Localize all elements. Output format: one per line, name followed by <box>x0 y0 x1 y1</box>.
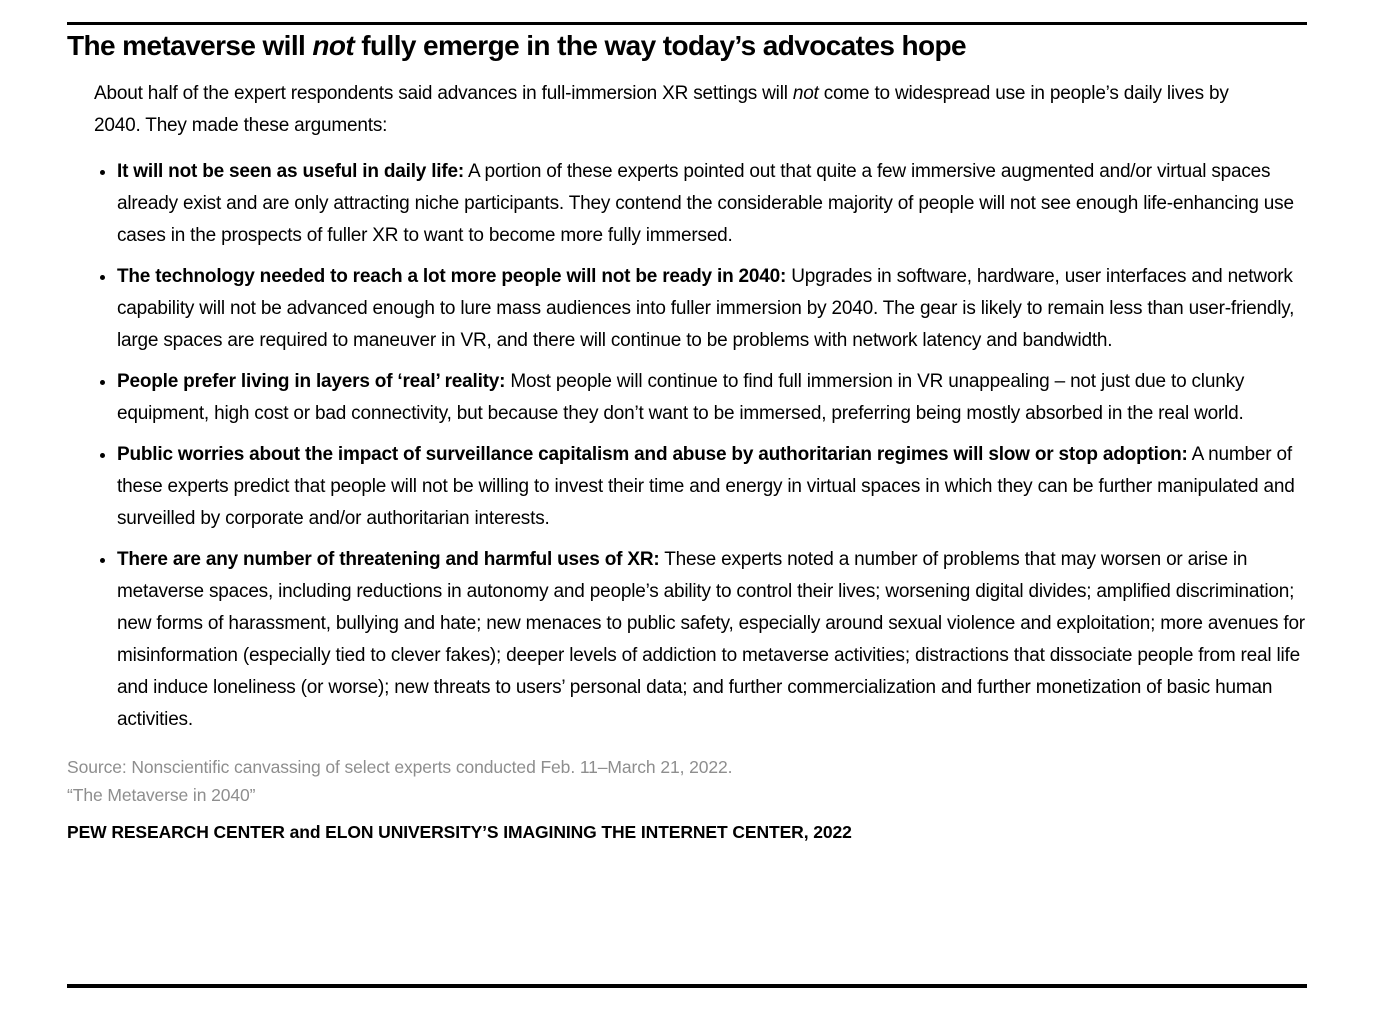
source-line-2: “The Metaverse in 2040” <box>67 785 256 805</box>
bullet-lead: The technology needed to reach a lot more people will not be ready in 2040: <box>117 266 787 287</box>
bullet-body: A number of these experts predict that people will not be willing to invest their time and energy in virtual spaces in which they can be further manipulated and surveilled by corporate and/or authoritarian interests. <box>117 444 1295 529</box>
list-item-harmful-uses <box>117 544 1307 736</box>
argument-list <box>67 156 1307 736</box>
attribution: PEW RESEARCH CENTER and ELON UNIVERSITY’S IMAGINING THE INTERNET CENTER, 2022 <box>67 822 852 842</box>
bullet-body: These experts noted a number of problems that may worsen or arise in metaverse spaces, including reductions in autonomy and people’s ability to control their lives; worsening digital divides; amplified discrimination; new forms of harassment, bullying and hate; new menaces to public safety, especially around sexual violence and exploitation; more avenues for misinformation (especially tied to clever fakes); deeper levels of addiction to metaverse activities; distractions that dissociate people from real life and induce loneliness (or worse); new threats to users’ personal data; and further commercialization and further monetization of basic human activities. <box>117 549 1305 730</box>
bullet-body: Most people will continue to find full immersion in VR unappealing – not just due to clunky equipment, high cost or bad connectivity, but because they don’t want to be immersed, preferring being mostly absorbed in the real world. <box>117 371 1245 424</box>
section-title <box>67 29 1307 63</box>
bullet-lead: It will not be seen as useful in daily life: <box>117 161 464 182</box>
bullet-body: Upgrades in software, hardware, user interfaces and network capability will not be advanced enough to lure mass audiences into fuller immersion by 2040. The gear is likely to remain less than user-friendly, large spaces are required to maneuver in VR, and there will continue to be problems with network latency and bandwidth. <box>117 266 1295 351</box>
source-note <box>67 753 1307 809</box>
intro-text-pre: About half of the expert respondents said advances in full-immersion XR settings will <box>94 83 793 104</box>
list-item-real-reality <box>117 366 1307 430</box>
bullet-lead: Public worries about the impact of surveillance capitalism and abuse by authoritarian regimes will slow or stop adoption: <box>117 444 1188 465</box>
list-item-usefulness <box>117 156 1307 252</box>
intro-text-post: come to widespread use in people’s daily lives by 2040. They made these arguments: <box>94 83 1229 136</box>
title-emphasis: not <box>312 30 355 61</box>
source-line-1: Source: Nonscientific canvassing of select experts conducted Feb. 11–March 21, 2022. <box>67 757 733 777</box>
title-text-post: fully emerge in the way today’s advocates hope <box>354 30 966 61</box>
bullet-lead: People prefer living in layers of ‘real’ reality: <box>117 371 506 392</box>
intro-paragraph <box>94 78 1274 142</box>
top-rule <box>67 22 1307 25</box>
title-text-pre: The metaverse will <box>67 30 313 61</box>
intro-emphasis: not <box>792 83 819 104</box>
list-item-technology <box>117 261 1307 357</box>
list-item-surveillance <box>117 439 1307 535</box>
bullet-body: A portion of these experts pointed out that quite a few immersive augmented and/or virtual spaces already exist and are only attracting niche participants. They contend the considerable majority of people will not see enough life-enhancing use cases in the prospects of fuller XR to want to become more fully immersed. <box>117 161 1294 246</box>
bullet-lead: There are any number of threatening and harmful uses of XR: <box>117 549 660 570</box>
bottom-rule <box>67 984 1307 988</box>
